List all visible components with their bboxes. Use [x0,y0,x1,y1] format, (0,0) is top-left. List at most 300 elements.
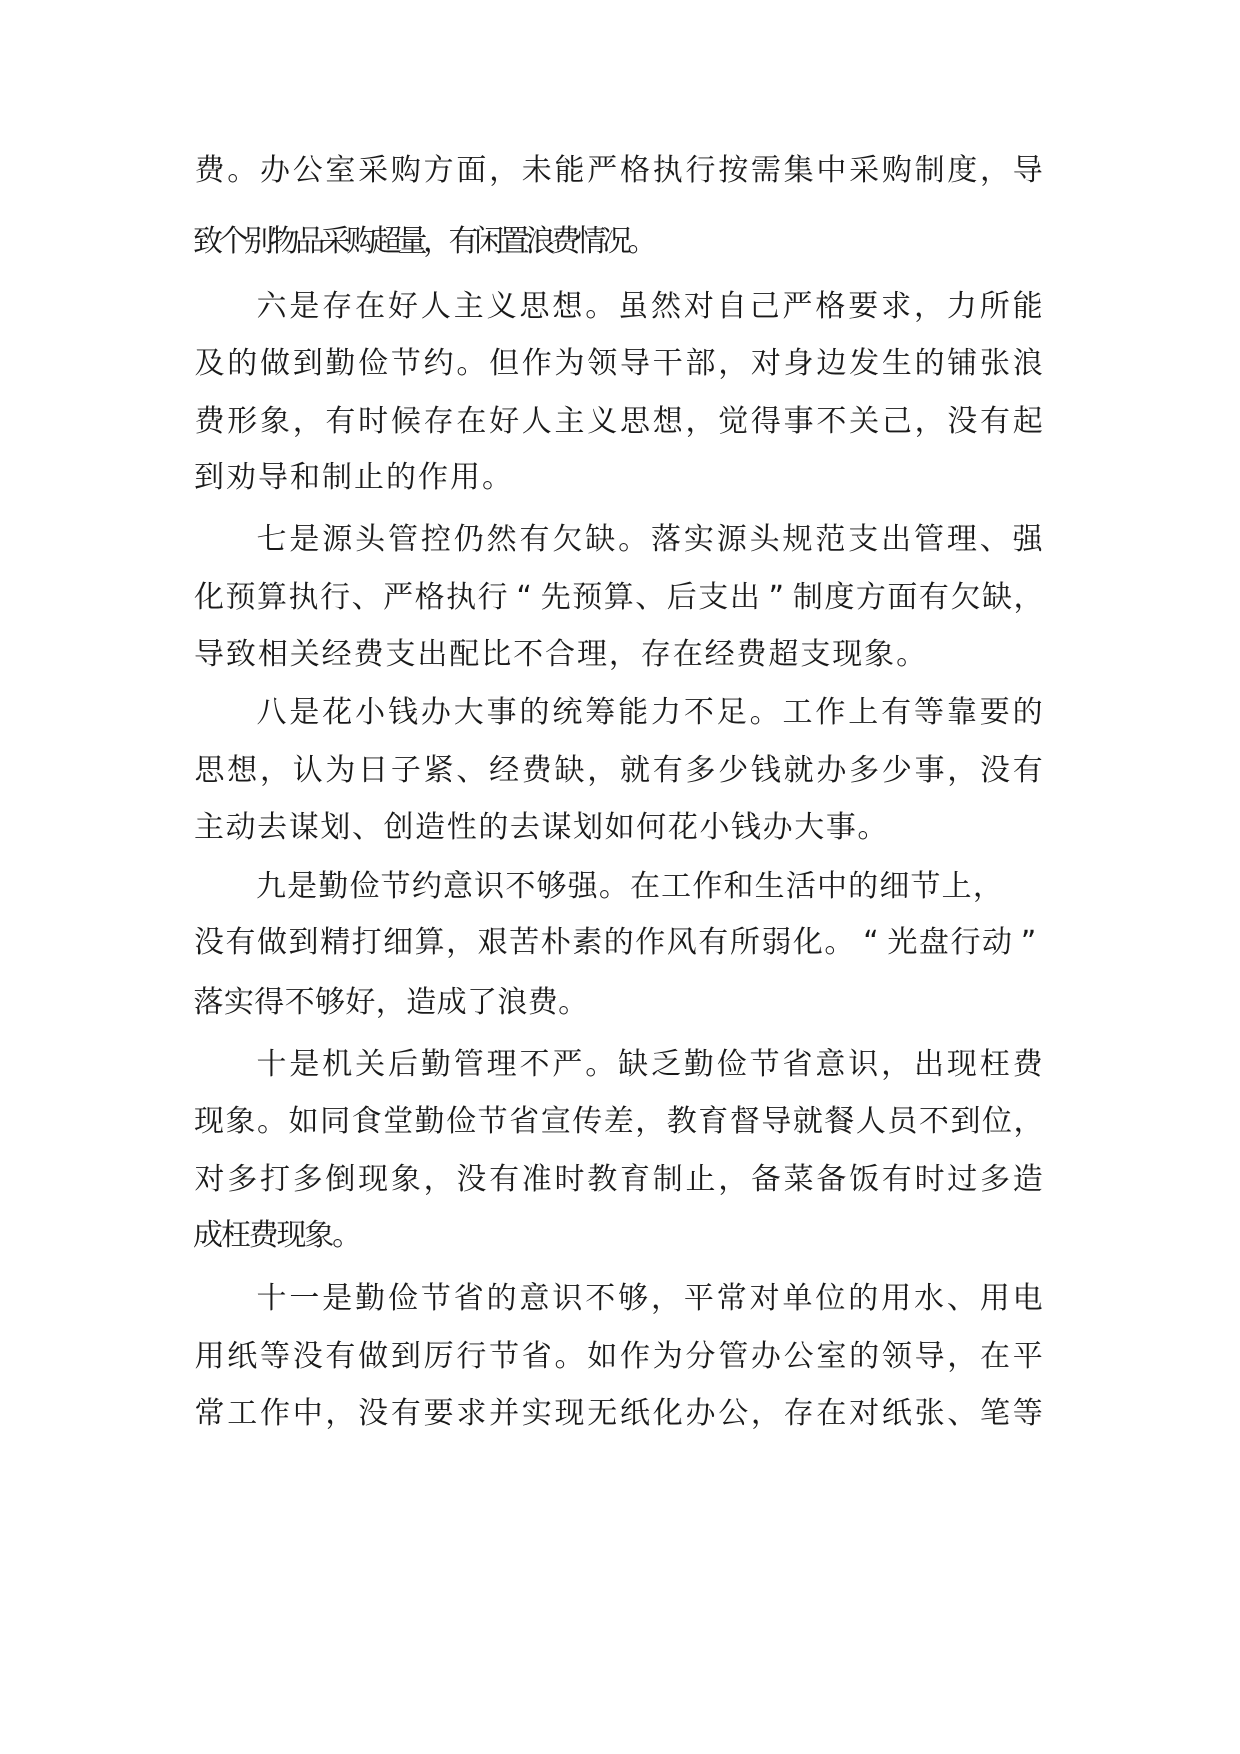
character: 识 [552,1281,583,1316]
character: 何 [636,810,667,845]
character: 费 [248,1218,279,1253]
character: 去 [257,810,288,845]
character: 好 [345,985,376,1020]
character: 如 [587,1339,618,1374]
character: 了 [466,985,497,1020]
character: ， [718,1162,749,1197]
character: 节 [749,1047,780,1082]
character: 格 [620,153,650,188]
character: 有 [881,1162,912,1197]
character: 菜 [783,1162,814,1197]
character: 现 [276,1218,307,1253]
character: 。 [824,925,855,960]
text-line [0,983,1240,1023]
character: 机 [322,1047,353,1082]
character: 品 [295,224,326,259]
character: 勤 [355,1281,386,1316]
character: 支 [385,637,416,672]
character: 是 [289,522,320,557]
character: 。 [332,1218,363,1253]
paragraph-first-line [0,693,1240,733]
character: 。 [456,346,487,381]
text-line [0,344,1240,384]
character: 常 [716,1281,747,1316]
character: 管 [453,1047,484,1082]
character: 算 [603,580,634,615]
character: 对 [849,1396,880,1431]
character: 没 [194,925,224,960]
character: 算 [257,580,288,615]
character: ” [1020,925,1037,960]
character: 度 [824,580,855,615]
character: 严 [552,1047,583,1082]
character: 行 [477,580,508,615]
character: 做 [259,346,290,381]
character: 多 [227,1162,258,1197]
character: 思 [519,289,550,324]
character: 识 [474,869,505,904]
character: 对 [750,346,781,381]
character: 按 [718,153,749,188]
character: 源 [716,522,747,557]
character: 多 [292,1162,323,1197]
character: 省 [509,1104,540,1139]
character: 工 [227,1396,258,1431]
character: 浪 [1012,346,1043,381]
character: 细 [383,925,414,960]
character: 止 [685,1162,716,1197]
character: 教 [587,1162,618,1197]
character: 主 [554,404,585,439]
character: 经 [704,637,735,672]
character: 是 [289,695,320,730]
character: 现 [832,637,863,672]
character: 情 [576,224,607,259]
character: 致 [193,224,223,259]
character: ， [750,1396,781,1431]
character: 打 [351,925,382,960]
character: 。 [618,522,649,557]
character: 的 [603,925,634,960]
character: 位 [815,1281,846,1316]
character: 准 [521,1162,552,1197]
character: 费 [353,637,384,672]
character: 做 [257,925,288,960]
text-line [0,635,1240,675]
character: 等 [914,695,944,730]
character: 时 [554,1162,585,1197]
character: ， [635,1104,666,1139]
character: 省 [453,1281,484,1316]
character: 等 [259,1339,290,1374]
character: 思 [620,404,650,439]
character: 、 [456,753,487,788]
character: 得 [254,985,285,1020]
character: 过 [947,1162,978,1197]
character: 、 [635,580,666,615]
character: ， [1013,1104,1044,1139]
character: 作 [815,695,846,730]
character: 理 [946,522,977,557]
character: 得 [750,404,781,439]
character: 领 [881,1339,912,1374]
character: 算 [414,925,445,960]
character: 七 [256,522,287,557]
character: 导 [761,1104,792,1139]
character: 、 [947,1396,978,1431]
character: 费 [736,637,767,672]
character: ， [947,1339,978,1374]
character: 形 [227,404,258,439]
character: 位 [981,1104,1012,1139]
character: 无 [587,1396,618,1431]
character: 俭 [349,869,380,904]
character: 。 [482,460,512,495]
character: 想 [652,404,683,439]
character: 生 [754,869,785,904]
character: 格 [414,580,445,615]
text-line [0,1102,1240,1142]
character: 有 [698,925,729,960]
character: 劝 [226,460,256,495]
character: 倒 [325,1162,356,1197]
character: 落 [193,985,224,1020]
character: 置 [499,224,530,259]
character: 纸 [620,1396,650,1431]
character: 要 [979,695,1010,730]
character: 到 [292,346,323,381]
character: ， [914,404,945,439]
character: 导 [194,637,224,672]
character: 然 [486,522,517,557]
character: 干 [652,346,683,381]
character: 多 [685,753,716,788]
character: 集 [783,153,814,188]
paragraph-first-line [0,1279,1240,1319]
character: 公 [783,1339,814,1374]
character: 缺 [585,522,616,557]
character: 铺 [947,346,978,381]
character: 做 [358,1339,389,1374]
character: 水 [914,1281,944,1316]
character: 浪 [525,224,556,259]
character: 、 [351,580,382,615]
character: 用 [979,1281,1010,1316]
character: 用 [881,1281,912,1316]
character: ， [608,637,639,672]
character: 实 [521,1396,552,1431]
character: 划 [320,810,351,845]
character: 在 [672,637,703,672]
character: 费 [550,224,581,259]
character: 筹 [585,695,616,730]
character: 紧 [423,753,454,788]
character: 现 [194,1104,224,1139]
character: 有 [881,695,912,730]
character: 办 [259,153,290,188]
character: 自 [716,289,747,324]
character: 存 [423,404,454,439]
character: 事 [825,810,856,845]
character: 节 [420,1281,451,1316]
character: 好 [388,289,418,324]
character: 主 [194,810,224,845]
character: 纸 [881,1396,912,1431]
character: 造 [406,985,437,1020]
text-line [0,222,1240,262]
character: 严 [383,580,414,615]
character: 制 [322,460,352,495]
character: 俭 [446,1104,477,1139]
character: ， [325,1396,356,1431]
character: 成 [193,1218,223,1253]
character: 己 [749,289,780,324]
character: 节 [380,869,411,904]
character: 采 [320,224,351,259]
character: 缺 [981,580,1012,615]
character: 并 [489,1396,520,1431]
character: 所 [979,289,1010,324]
paragraph-first-line [0,520,1240,560]
character: 实 [223,985,254,1020]
character: 意 [443,869,473,904]
character: 平 [683,1281,714,1316]
character: 十 [256,1047,287,1082]
character: 费 [194,404,225,439]
character: 餐 [824,1104,855,1139]
character: 超 [768,637,799,672]
character: ， [718,346,749,381]
character: 室 [325,153,356,188]
character: 。 [227,153,258,188]
character: 钱 [750,753,781,788]
character: 存 [640,637,671,672]
character: 作 [418,460,448,495]
character: 致 [225,637,256,672]
character: 后 [388,1047,418,1082]
character: 宣 [540,1104,571,1139]
character: 有 [390,1396,421,1431]
character: 候 [390,404,421,439]
character: 纸 [227,1339,258,1374]
character: 的 [227,346,258,381]
character: 。 [585,1047,616,1082]
character: 大 [453,695,484,730]
character: 节 [477,1104,508,1139]
character: 关 [355,1047,386,1082]
character: 思 [194,753,225,788]
character: 然 [651,289,681,324]
character: 。 [627,224,658,259]
character: 单 [782,1281,813,1316]
character: 张 [914,1396,945,1431]
character: 是 [289,289,320,324]
character: 严 [782,289,813,324]
character: 度 [947,153,978,188]
character: 发 [849,346,880,381]
character: 有 [519,522,550,557]
character: 行 [456,1339,487,1374]
character: 购 [346,224,377,259]
character: 管 [388,522,418,557]
character: 没 [358,1396,389,1431]
character: 象 [390,1162,421,1197]
character: 预 [572,580,603,615]
character: 勤 [683,1047,714,1082]
character: 意 [519,1281,550,1316]
character: 公 [292,153,323,188]
character: 光 [887,925,918,960]
character: 在 [355,289,386,324]
character: 支 [848,522,879,557]
character: 多 [980,1162,1011,1197]
character: 备 [750,1162,781,1197]
character: 子 [390,753,421,788]
character: 存 [322,289,353,324]
character: 六 [256,289,287,324]
character: 是 [289,1047,320,1082]
character: 苦 [509,925,540,960]
character: 事 [783,404,814,439]
character: 义 [486,289,517,324]
character: 身 [783,346,814,381]
character: 在 [816,1396,847,1431]
character: 。 [554,1339,585,1374]
character: “ [516,580,532,615]
character: 不 [505,869,536,904]
character: 合 [545,637,576,672]
character: 对 [749,1281,780,1316]
character: ， [980,153,1011,188]
character: 欠 [950,580,981,615]
character: 办 [762,810,793,845]
character: 时 [914,1162,945,1197]
character: 执 [446,580,477,615]
character: 。 [585,289,616,324]
character: 边 [816,346,847,381]
character: 不 [585,1281,616,1316]
character: 谋 [541,810,572,845]
character: 为 [325,753,356,788]
character: 闲 [474,224,505,259]
character: 办 [685,1396,716,1431]
character: 支 [800,637,831,672]
character: 俭 [358,346,389,381]
character: 如 [288,1104,319,1139]
character: 先 [540,580,571,615]
character: 在 [980,1339,1011,1374]
character: 不 [513,637,544,672]
character: 虽 [618,289,649,324]
character: 求 [456,1396,487,1431]
character: 电 [1012,1281,1043,1316]
text-line [0,458,1240,498]
character: 艰 [477,925,508,960]
text-line [0,1394,1240,1434]
character: 领 [587,346,618,381]
character: 谋 [288,810,319,845]
character: 备 [816,1162,847,1197]
character: 和 [290,460,320,495]
character: 执 [652,153,683,188]
character: 成 [436,985,467,1020]
character: 有 [225,925,256,960]
character: 作 [259,1396,290,1431]
character: 足 [716,695,747,730]
character: 制 [792,580,823,615]
character: 小 [355,695,386,730]
character: 象 [259,404,290,439]
character: 少 [881,753,912,788]
character: 上 [941,869,972,904]
character: 一 [289,1281,320,1316]
character: 作 [692,869,723,904]
character: 节 [390,346,421,381]
character: 精 [320,925,351,960]
character: 就 [792,1104,823,1139]
character: 行 [950,925,981,960]
character: 花 [667,810,698,845]
character: 物 [269,224,300,259]
character: 量 [397,224,428,259]
character: 厉 [423,1339,454,1374]
character: 靠 [946,695,977,730]
character: 不 [918,1104,949,1139]
character: 工 [661,869,692,904]
character: 约 [411,869,442,904]
character: 。 [857,810,888,845]
character: 张 [980,346,1011,381]
character: 格 [815,289,846,324]
character: ， [947,753,978,788]
character: 作 [620,1339,650,1374]
character: 不 [683,695,714,730]
character: 象 [864,637,895,672]
character: 勤 [414,1104,445,1139]
character: 活 [785,869,816,904]
character: 、 [946,1281,977,1316]
character: 部 [685,346,716,381]
character: 的 [486,1281,517,1316]
character: 想 [552,289,583,324]
character: 钱 [731,810,762,845]
character: 化 [194,580,224,615]
character: 到 [950,1104,981,1139]
character: 中 [816,153,847,188]
character: ， [423,1162,454,1197]
character: ， [914,289,944,324]
character: 同 [320,1104,351,1139]
character: 弱 [761,925,792,960]
character: 人 [420,289,451,324]
character: 制 [914,153,945,188]
character: 时 [358,404,389,439]
paragraph-first-line [0,867,1240,907]
character: 的 [478,810,509,845]
character: 。 [558,985,589,1020]
character: ， [446,925,477,960]
character: 所 [729,925,760,960]
character: 勤 [325,346,356,381]
character: 生 [881,346,912,381]
character: 到 [390,1339,421,1374]
character: 力 [651,695,681,730]
character: 出 [417,637,448,672]
character: 严 [587,153,618,188]
character: 节 [910,869,941,904]
character: 勤 [318,869,349,904]
character: 细 [879,869,910,904]
